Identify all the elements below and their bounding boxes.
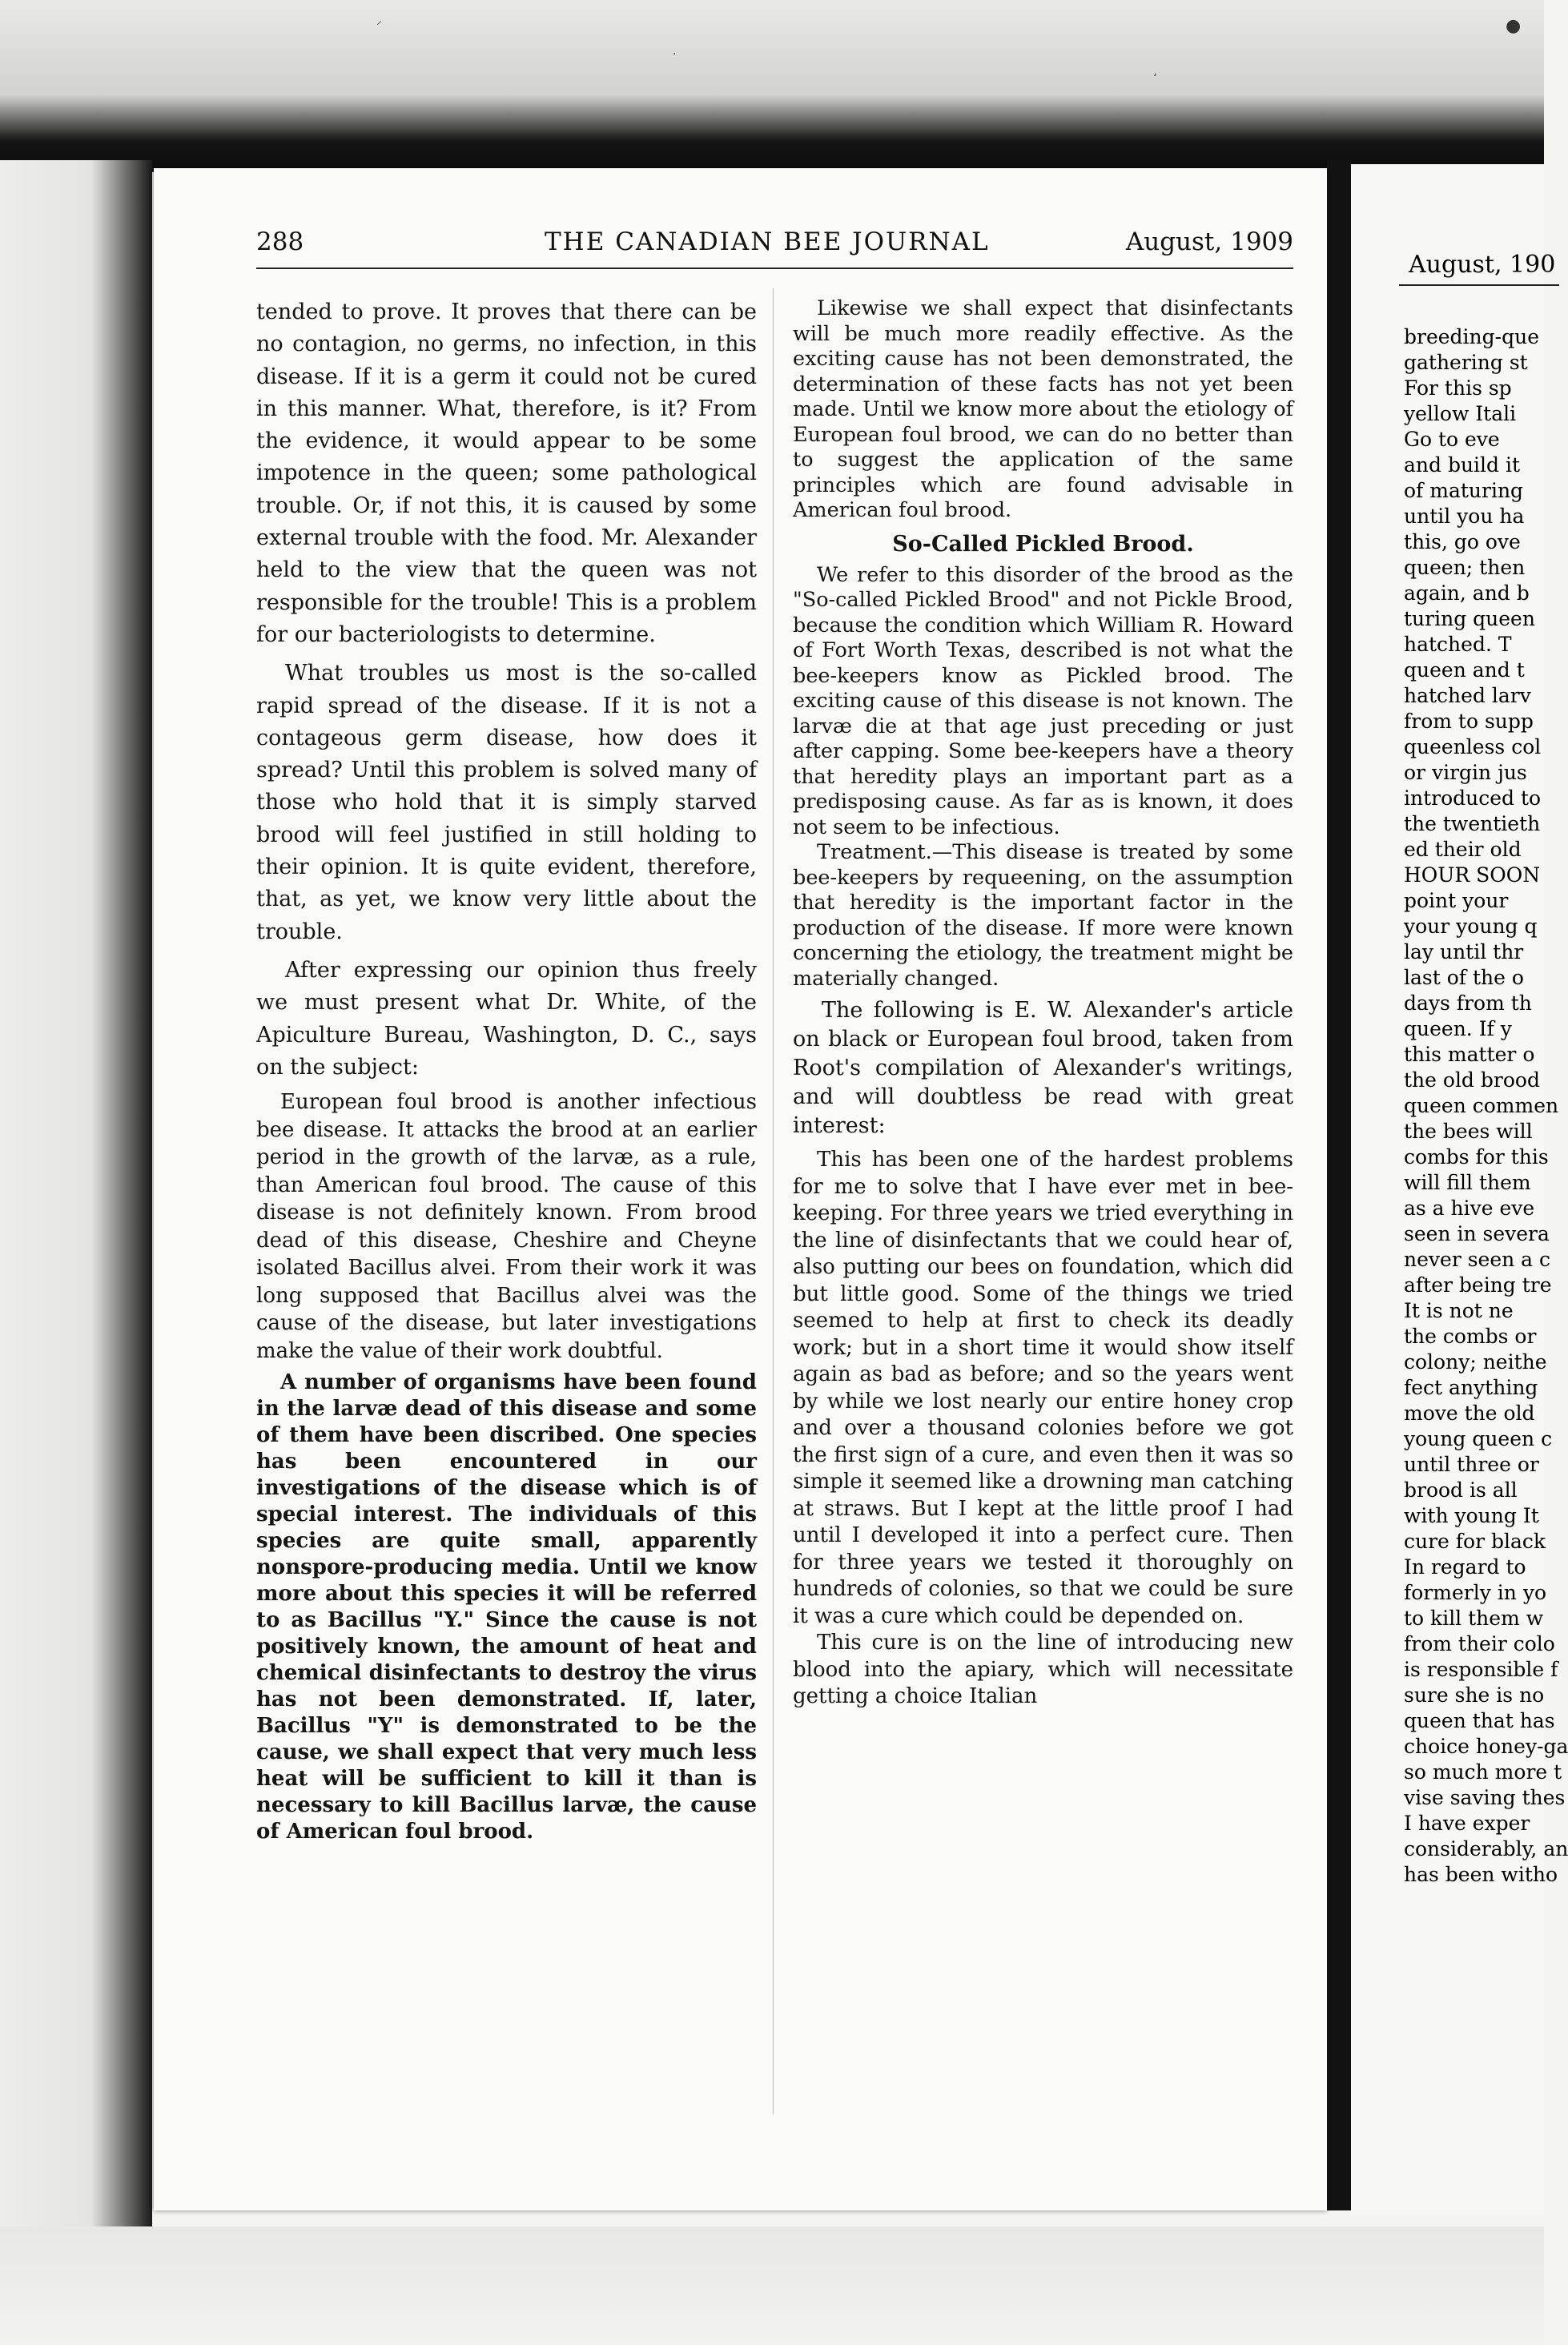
adjacent-text-line: from their colo xyxy=(1404,1632,1555,1655)
adjacent-text-line: lay until thr xyxy=(1404,940,1524,963)
adjacent-text-line: after being tre xyxy=(1404,1273,1552,1297)
adjacent-text-line: as a hive eve xyxy=(1404,1197,1535,1220)
adjacent-text-line: formerly in yo xyxy=(1404,1581,1546,1604)
adjacent-page xyxy=(1351,164,1568,2214)
adjacent-text-line: ed their old xyxy=(1404,838,1522,861)
adjacent-text-line: turing queen xyxy=(1404,607,1535,630)
adjacent-text-line: In regard to xyxy=(1404,1555,1526,1579)
adjacent-text-line: gathering st xyxy=(1404,351,1528,374)
adjacent-text-line: choice honey-ga xyxy=(1404,1735,1568,1758)
scan-speck: · xyxy=(673,48,677,61)
adjacent-text-line: introduced to xyxy=(1404,786,1542,810)
adjacent-text-line: from to supp xyxy=(1404,710,1534,733)
paragraph: The following is E. W. Alexander's article on black or European foul brood, taken from Root's compilation of Alexander's writings, and will doubtless be read with great interest: xyxy=(793,998,1293,1138)
adjacent-text-line: never seen a c xyxy=(1404,1248,1551,1271)
adjacent-text-line: queen. If y xyxy=(1404,1017,1512,1040)
journal-title: THE CANADIAN BEE JOURNAL xyxy=(545,227,990,256)
adjacent-text-line: this, go ove xyxy=(1404,530,1521,553)
scan-speck: ⸍ xyxy=(376,19,382,32)
adjacent-text-line: brood is all xyxy=(1404,1478,1518,1502)
scan-background-bottom xyxy=(0,2226,1544,2345)
adjacent-text-line: the twentieth xyxy=(1404,812,1541,835)
paragraph: What troubles us most is the so-called rapid spread of the disease. If it is not a contageous germ disease, how does it spread? Until this problem is solved many of those who hold that it is simply starved brood will feel justified in still holding to their opinion. It is quite evident, therefore, that, as yet, we know very little about the trouble. xyxy=(256,661,757,944)
adjacent-text-line: HOUR SOON xyxy=(1404,863,1541,887)
running-header xyxy=(256,227,1293,269)
book-page xyxy=(154,168,1327,2210)
page-number: 288 xyxy=(256,227,304,256)
adjacent-text-line: until three or xyxy=(1404,1453,1539,1476)
adjacent-text-line: considerably, an xyxy=(1404,1837,1568,1860)
adjacent-text-line: days from th xyxy=(1404,991,1532,1015)
adjacent-text-line: queen; then xyxy=(1404,556,1526,579)
adjacent-text-line: combs for this xyxy=(1404,1145,1549,1168)
issue-date: August, 1909 xyxy=(1125,227,1293,256)
adjacent-text-line: your young q xyxy=(1404,915,1538,938)
adjacent-text-line: with young It xyxy=(1404,1504,1539,1527)
adjacent-text-line: to kill them w xyxy=(1404,1607,1544,1630)
adjacent-text-line: yellow Itali xyxy=(1404,402,1517,425)
section-heading: So-Called Pickled Brood. xyxy=(892,531,1194,557)
scan-speck: ‘ xyxy=(1153,72,1157,85)
adjacent-text-line: hatched. T xyxy=(1404,633,1512,656)
quoted-paragraph: Likewise we shall expect that disinfectants will be much more readily effective. As the exciting cause has not been demonstrated, the determination of these facts has not yet been made. Until we know more about the etiology of European foul brood, we can do no better than to suggest the application of the same principles which are found advisable in American foul brood. xyxy=(793,296,1293,522)
adjacent-text-line: so much more t xyxy=(1404,1760,1562,1784)
adjacent-text-line: It is not ne xyxy=(1404,1299,1514,1322)
adjacent-text-line: fect anything xyxy=(1404,1376,1538,1399)
paragraph: tended to prove. It proves that there can be no contagion, no germs, no infection, in this disease. If it is a germ it could not be cured in this manner. What, therefore, is it? From the evidence, it would appear to be some impotence in the queen; some pathological trouble. Or, if not this, it is caused by some external trouble with the food. Mr. Alexander held to the view that the queen was not responsible for the trouble! This is a problem for our bacteriologists to determine. xyxy=(256,300,757,647)
left-column xyxy=(256,296,757,1845)
adjacent-text-line: move the old xyxy=(1404,1402,1535,1425)
adjacent-text-line: breeding-que xyxy=(1404,325,1539,348)
adjacent-text-line: will fill them xyxy=(1404,1171,1531,1194)
adjacent-text-line: hatched larv xyxy=(1404,684,1531,707)
quoted-paragraph: European foul brood is another infectious bee disease. It attacks the brood at an earlier period in the growth of the larvæ, as a rule, than American foul brood. The cause of this disease is not definitely known. From brood dead of this disease, Cheshire and Cheyne isolated Bacillus alvei. From their work it was long supposed that Bacillus alvei was the cause of the disease, but later investigations make the value of their work doubtful. xyxy=(256,1090,757,1363)
adjacent-text-line: the combs or xyxy=(1404,1325,1537,1348)
adjacent-text-line: the bees will xyxy=(1404,1120,1533,1143)
adjacent-text-line: of maturing xyxy=(1404,479,1524,502)
adjacent-text-line: queen and t xyxy=(1404,658,1525,682)
adjacent-text-line: this matter o xyxy=(1404,1043,1535,1066)
adjacent-text-line: last of the o xyxy=(1404,966,1524,989)
adjacent-text-line: colony; neithe xyxy=(1404,1350,1547,1374)
paragraph: After expressing our opinion thus freely we must present what Dr. White, of the Apiculture Bureau, Washington, D. C., says on the subject: xyxy=(256,957,757,1080)
quoted-paragraph: This has been one of the hardest problems for me to solve that I have ever met in bee-keeping. For three years we tried everything in the line of disinfectants that we could hear of, also putting our bees on foundation, which did but little good. Some of the things we tried seemed to help at first to check its deadly work; but in a short time it would show itself again as bad as before; and so the years went by while we lost nearly our entire honey crop and over a thousand colonies before we got the first sign of a cure, and even then it was so simple it seemed like a drowning man catching at straws. But I kept at the little proof I had until I developed it into a perfect cure. Then for three years we tested it thoroughly on hundreds of colonies, so that we could be sure it was a cure which could be depended on. xyxy=(793,1148,1293,1628)
adjacent-text-line: queen commen xyxy=(1404,1094,1559,1117)
adjacent-text-line: is responsible f xyxy=(1404,1658,1558,1681)
right-column xyxy=(793,296,1293,1711)
adjacent-text-line: point your xyxy=(1404,889,1509,912)
adjacent-text-line: Go to eve xyxy=(1404,428,1500,451)
adjacent-text-line: queenless col xyxy=(1404,735,1542,758)
adjacent-text-line: vise saving thes xyxy=(1404,1786,1566,1809)
adjacent-text-line: I have exper xyxy=(1404,1812,1530,1835)
adjacent-text-line: cure for black xyxy=(1404,1530,1546,1553)
adjacent-text-line: seen in severa xyxy=(1404,1222,1550,1245)
adjacent-header: August, 190 xyxy=(1409,251,1556,279)
adjacent-text-line: or virgin jus xyxy=(1404,761,1527,784)
adjacent-text-line: For this sp xyxy=(1404,376,1512,400)
scan-speck: ● xyxy=(1506,16,1522,36)
adjacent-text-line: and build it xyxy=(1404,453,1521,477)
adjacent-text-line: again, and b xyxy=(1404,581,1530,605)
adjacent-text xyxy=(1404,324,1568,1888)
column-divider xyxy=(773,288,774,2114)
quoted-paragraph: This cure is on the line of introducing new blood into the apiary, which will necessitate getting a choice Italian xyxy=(793,1631,1293,1708)
adjacent-header-rule xyxy=(1399,284,1559,286)
scan-background-left xyxy=(0,160,152,2345)
book-gutter xyxy=(1327,160,1351,2210)
adjacent-text-line: queen that has xyxy=(1404,1709,1555,1732)
quoted-paragraph: We refer to this disorder of the brood as the "So-called Pickled Brood" and not Pickle Brood, because the condition which William R. Howard of Fort Worth Texas, described is not what the bee-keepers know as Pickled brood. The exciting cause of this disease is not known. The larvæ die at that age just preceding or just after capping. Some bee-keepers have a theory that heredity plays an important part as a predisposing cause. As far as is known, it does not seem to be infectious. xyxy=(793,562,1293,839)
quoted-paragraph: A number of organisms have been found in the larvæ dead of this disease and some of them have been discribed. One species has been encountered in our investigations of the disease which is of special interest. The individuals of this species are quite small, apparently nonspore-producing media. Until we know more about this species it will be referred to as Bacillus "Y." Since the cause is not positively known, the amount of heat and chemical disinfectants to destroy the virus has not been demonstrated. If, later, Bacillus "Y" is demonstrated to be the cause, we shall expect that very much less heat will be sufficient to kill it than is necessary to kill Bacillus larvæ, the cause of American foul brood. xyxy=(256,1370,757,1844)
adjacent-text-line: young queen c xyxy=(1404,1427,1553,1450)
scan-background-top xyxy=(0,0,1544,172)
adjacent-text-line: has been witho xyxy=(1404,1863,1558,1886)
adjacent-text-line: the old brood xyxy=(1404,1068,1540,1092)
adjacent-text-line: until you ha xyxy=(1404,505,1525,528)
quoted-paragraph: Treatment.—This disease is treated by some bee-keepers by requeening, on the assumption that heredity is the important factor in the production of the disease. If more were known concerning the etiology, the treatment might be materially changed. xyxy=(793,840,1293,991)
adjacent-text-line: sure she is no xyxy=(1404,1683,1545,1707)
